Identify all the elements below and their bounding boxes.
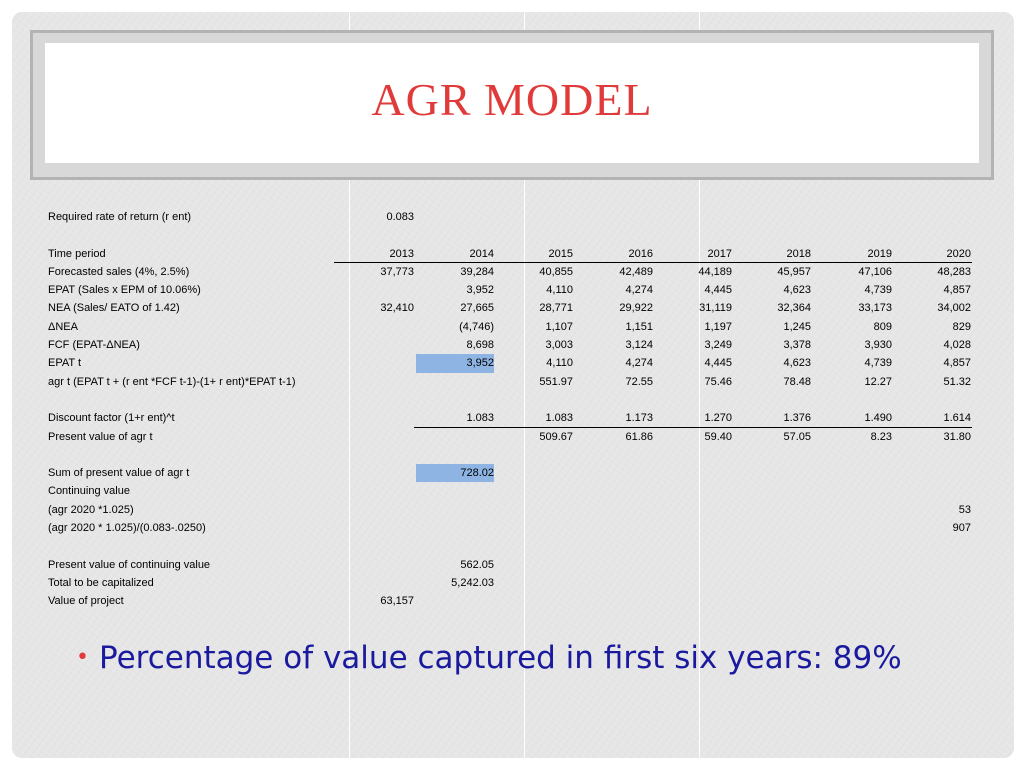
table-cell: 4,110 <box>546 357 573 370</box>
table-cell <box>733 501 811 519</box>
table-cell: 1.083 <box>545 412 573 425</box>
row-label: Total to be capitalized <box>48 576 154 589</box>
table-cell <box>336 446 414 464</box>
table-cell <box>733 592 811 610</box>
table-row <box>48 501 972 519</box>
table-cell <box>814 482 892 500</box>
table-cell <box>575 574 653 592</box>
table-cell <box>654 574 732 592</box>
table-cell <box>733 226 811 244</box>
bullet-text: Percentage of value captured in first six years: 89% <box>98 640 902 676</box>
table-cell: 2015 <box>548 247 573 260</box>
table-cell: 3,952 <box>466 284 494 297</box>
row-label: Required rate of return (r ent) <box>48 211 192 223</box>
table-cell: 44,189 <box>698 265 732 278</box>
table-cell: 1,245 <box>783 320 811 333</box>
table-cell: 4,274 <box>625 357 653 370</box>
table-row <box>48 537 972 555</box>
table-row <box>48 574 972 592</box>
table-cell <box>416 226 494 244</box>
table-cell: 1,151 <box>625 320 653 333</box>
table-row <box>48 208 972 226</box>
table-cell: 562.05 <box>460 558 494 571</box>
table-cell <box>495 592 573 610</box>
table-row <box>48 245 972 263</box>
table-cell <box>575 208 653 226</box>
row-label: EPAT (Sales x EPM of 10.06%) <box>48 284 201 297</box>
table-cell <box>336 464 414 482</box>
table-cell <box>814 208 892 226</box>
table-cell <box>336 391 414 409</box>
table-cell <box>654 208 732 226</box>
table-row <box>48 299 972 317</box>
table-cell: 1.490 <box>864 412 892 425</box>
table-cell: 509.67 <box>539 430 573 443</box>
table-cell: 907 <box>952 522 971 535</box>
table-cell: 8,698 <box>466 339 494 352</box>
table-cell: 829 <box>952 320 971 333</box>
table-cell: 37,773 <box>380 265 414 278</box>
table-row <box>48 373 972 391</box>
table-cell: 2017 <box>707 247 732 260</box>
table-cell <box>575 519 653 537</box>
row-label: Present value of continuing value <box>48 558 211 571</box>
table-cell <box>893 556 971 574</box>
table-cell <box>893 482 971 500</box>
table-cell <box>416 592 494 610</box>
table-cell: 4,623 <box>783 357 811 370</box>
table-cell <box>416 208 494 226</box>
table-cell <box>575 464 653 482</box>
table-cell <box>416 519 494 537</box>
table-cell: 39,284 <box>460 265 494 278</box>
table-cell <box>575 556 653 574</box>
table-cell: 4,623 <box>783 284 811 297</box>
table-cell <box>814 556 892 574</box>
table-cell: 2018 <box>786 247 811 260</box>
table-row <box>48 281 972 299</box>
table-cell <box>495 391 573 409</box>
title-box <box>45 43 979 163</box>
table-cell <box>336 336 414 354</box>
table-cell <box>654 482 732 500</box>
table-cell: 2016 <box>628 247 653 260</box>
table-cell <box>654 537 732 555</box>
slide-title: AGR MODEL <box>371 73 653 125</box>
row-label: Present value of agr t <box>48 430 153 443</box>
row-label: (agr 2020 *1.025) <box>48 503 134 516</box>
table-cell: 29,922 <box>619 302 653 315</box>
table-cell: 3,952 <box>416 354 494 372</box>
table-cell <box>495 574 573 592</box>
table-cell <box>893 391 971 409</box>
table-cell <box>654 519 732 537</box>
row-label: Forecasted sales (4%, 2.5%) <box>48 265 190 278</box>
table-cell: 809 <box>873 320 892 333</box>
table-cell <box>893 574 971 592</box>
table-cell <box>733 391 811 409</box>
bullet-dot-icon: • <box>76 645 89 670</box>
table-cell: 1.614 <box>943 412 971 425</box>
table-cell <box>495 519 573 537</box>
table-cell: 3,930 <box>864 339 892 352</box>
table-cell <box>893 464 971 482</box>
table-cell: 59.40 <box>704 430 732 443</box>
table-cell <box>733 537 811 555</box>
table-cell <box>893 592 971 610</box>
table-cell <box>814 592 892 610</box>
table-cell <box>336 354 414 372</box>
row-label: Time period <box>48 247 106 260</box>
table-cell: 4,739 <box>864 357 892 370</box>
table-cell <box>814 226 892 244</box>
table-cell <box>336 281 414 299</box>
table-cell <box>336 226 414 244</box>
table-cell <box>336 537 414 555</box>
table-cell: 31.80 <box>943 430 971 443</box>
table-cell <box>416 446 494 464</box>
row-label: Value of project <box>48 595 124 608</box>
table-cell <box>814 537 892 555</box>
table-cell <box>336 501 414 519</box>
table-cell: 28,771 <box>539 302 573 315</box>
table-cell: 63,157 <box>380 595 414 608</box>
table-cell <box>495 482 573 500</box>
table-cell <box>733 464 811 482</box>
table-cell: 8.23 <box>870 430 892 443</box>
table-cell: 27,665 <box>460 302 494 315</box>
table-row <box>48 482 972 500</box>
table-row <box>48 556 972 574</box>
table-cell: 4,274 <box>625 284 653 297</box>
table-cell <box>336 482 414 500</box>
table-cell: 2019 <box>867 247 892 260</box>
table-cell: 57.05 <box>783 430 811 443</box>
table-cell <box>654 464 732 482</box>
table-cell: 1,107 <box>545 320 573 333</box>
table-row <box>48 464 972 482</box>
table-cell <box>336 409 414 427</box>
table-cell <box>495 537 573 555</box>
table-row <box>48 263 972 281</box>
table-cell <box>654 226 732 244</box>
row-label: Sum of present value of agr t <box>48 467 190 480</box>
table-row <box>48 226 972 244</box>
table-cell <box>336 318 414 336</box>
table-cell: 48,283 <box>937 265 971 278</box>
table-cell <box>814 519 892 537</box>
table-cell <box>654 556 732 574</box>
table-row <box>48 409 972 427</box>
table-cell <box>495 208 573 226</box>
bullet-point <box>76 640 902 676</box>
table-cell <box>733 208 811 226</box>
table-cell: 40,855 <box>539 265 573 278</box>
table-cell <box>416 482 494 500</box>
table-cell: 5,242.03 <box>451 576 494 589</box>
table-cell: 551.97 <box>539 375 573 388</box>
table-cell <box>893 446 971 464</box>
table-cell: 728.02 <box>416 464 494 482</box>
table-cell: 12.27 <box>864 375 892 388</box>
table-cell <box>495 501 573 519</box>
table-cell <box>336 428 414 446</box>
table-cell: 75.46 <box>704 375 732 388</box>
table-cell: 1.083 <box>466 412 494 425</box>
table-cell: 2013 <box>389 247 414 260</box>
table-cell <box>814 574 892 592</box>
table-cell <box>575 537 653 555</box>
table-cell <box>336 373 414 391</box>
row-label: ΔNEA <box>48 320 78 333</box>
table-row <box>48 519 972 537</box>
table-cell <box>416 391 494 409</box>
table-cell <box>814 391 892 409</box>
table-cell: 4,445 <box>704 284 732 297</box>
table-cell: 4,445 <box>704 357 732 370</box>
table-rule <box>414 427 972 428</box>
row-label: NEA (Sales/ EATO of 1.42) <box>48 302 180 315</box>
table-cell <box>814 446 892 464</box>
table-cell: 42,489 <box>619 265 653 278</box>
table-cell <box>416 537 494 555</box>
table-cell: 1.270 <box>704 412 732 425</box>
table-cell: 4,857 <box>943 284 971 297</box>
table-cell <box>733 556 811 574</box>
table-cell: 33,173 <box>858 302 892 315</box>
table-cell <box>336 574 414 592</box>
table-cell: 3,249 <box>704 339 732 352</box>
table-cell: 1.173 <box>625 412 653 425</box>
table-cell <box>814 501 892 519</box>
table-cell <box>416 428 494 446</box>
table-cell: 1,197 <box>704 320 732 333</box>
table-cell <box>575 482 653 500</box>
table-cell <box>654 592 732 610</box>
table-cell: 47,106 <box>858 265 892 278</box>
table-cell <box>416 373 494 391</box>
table-cell: 3,003 <box>545 339 573 352</box>
table-cell <box>575 446 653 464</box>
table-cell: 2014 <box>469 247 494 260</box>
table-cell: 4,857 <box>943 357 971 370</box>
table-row <box>48 354 972 372</box>
table-cell <box>575 501 653 519</box>
table-cell <box>893 208 971 226</box>
table-cell <box>733 446 811 464</box>
row-label: agr t (EPAT t + (r ent *FCF t-1)-(1+ r ent)*EPAT t-1) <box>48 375 296 388</box>
table-cell: 31,119 <box>699 302 732 315</box>
table-cell: 1.376 <box>783 412 811 425</box>
row-label: FCF (EPAT-ΔNEA) <box>48 339 140 352</box>
table-cell <box>336 519 414 537</box>
table-cell: 4,110 <box>546 284 573 297</box>
table-cell <box>893 226 971 244</box>
table-cell: 61.86 <box>625 430 653 443</box>
table-cell <box>495 464 573 482</box>
table-cell: 4,739 <box>864 284 892 297</box>
table-cell: 32,364 <box>777 302 811 315</box>
table-cell <box>654 446 732 464</box>
table-cell: 53 <box>958 503 971 516</box>
table-cell <box>575 226 653 244</box>
table-cell: 78.48 <box>783 375 811 388</box>
table-cell: 45,957 <box>777 265 811 278</box>
table-cell <box>575 592 653 610</box>
table-cell <box>495 446 573 464</box>
table-cell: 72.55 <box>625 375 653 388</box>
table-cell <box>654 391 732 409</box>
table-cell: 4,028 <box>943 339 971 352</box>
table-cell: (4,746) <box>459 320 494 333</box>
table-cell: 2020 <box>946 247 971 260</box>
table-row <box>48 318 972 336</box>
table-cell <box>733 482 811 500</box>
row-label: Discount factor (1+r ent)^t <box>48 412 175 425</box>
table-cell <box>495 556 573 574</box>
table-row <box>48 391 972 409</box>
table-cell <box>893 537 971 555</box>
table-cell <box>814 464 892 482</box>
table-rule <box>334 262 972 263</box>
table-cell <box>416 501 494 519</box>
table-cell <box>336 556 414 574</box>
table-cell: 3,378 <box>783 339 811 352</box>
table-row <box>48 446 972 464</box>
row-label: Continuing value <box>48 485 130 498</box>
table-cell <box>495 226 573 244</box>
table-row <box>48 336 972 354</box>
table-cell: 51.32 <box>943 375 971 388</box>
agr-model-table <box>48 208 972 611</box>
table-cell: 32,410 <box>380 302 414 315</box>
table-cell <box>733 519 811 537</box>
title-frame <box>30 30 994 180</box>
table-row <box>48 592 972 610</box>
row-label: (agr 2020 * 1.025)/(0.083-.0250) <box>48 522 206 535</box>
row-label: EPAT t <box>48 357 82 370</box>
table-cell <box>575 391 653 409</box>
table-row <box>48 428 972 446</box>
table-cell: 3,124 <box>625 339 653 352</box>
table-cell: 0.083 <box>386 211 414 223</box>
table-cell: 34,002 <box>937 302 971 315</box>
table-cell <box>654 501 732 519</box>
table-cell <box>733 574 811 592</box>
